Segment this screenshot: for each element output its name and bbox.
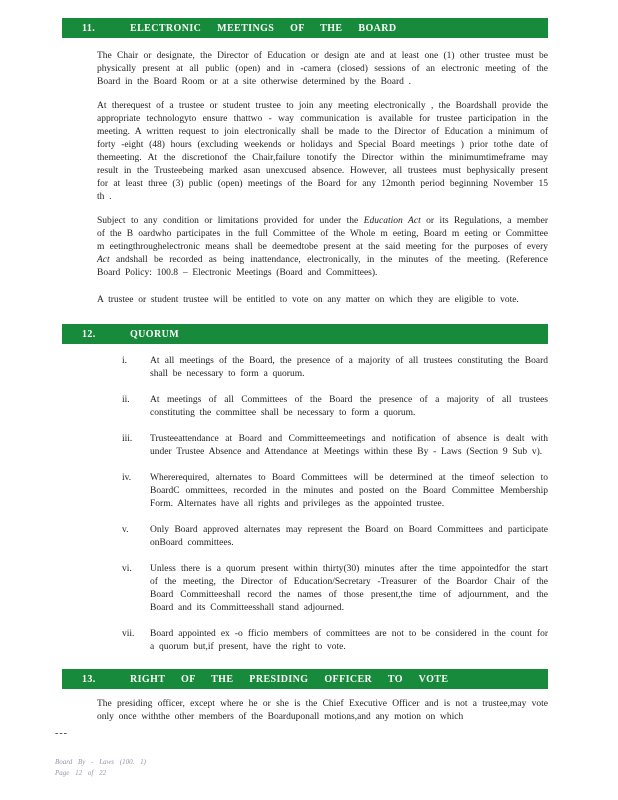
section-13-body	[97, 698, 548, 724]
list-item	[122, 563, 548, 615]
paragraph-text: Subject to any condition or limitations provided for under the	[97, 216, 364, 226]
section-11-body	[97, 50, 548, 307]
list-item-label: i.	[122, 356, 128, 366]
italic-act-reference: Act	[97, 255, 110, 265]
section-number: 12.	[82, 328, 96, 340]
section-title: ELECTRONIC MEETINGS OF THE BOARD	[130, 22, 397, 34]
page-footer	[55, 757, 146, 779]
list-item-text: Whererequired, alternates to Board Committees will be determined at the timeof selection to BoardC ommittees, recorded in the minutes and posted on the Board Committee Membership Form. Alternates have all rights and privileges as the appointed trustee.	[150, 473, 548, 509]
section-header-presiding-officer-vote	[62, 669, 548, 689]
section-number: 13.	[82, 673, 96, 685]
list-item	[122, 628, 548, 654]
list-item-text: At meetings of all Committees of the Board the presence of a majority of all trustees constituting the committee shall be necessary to form a quorum.	[150, 395, 548, 418]
list-item	[122, 394, 548, 420]
list-item-label: v.	[122, 525, 129, 535]
list-item-label: iv.	[122, 473, 132, 483]
quorum-list	[122, 355, 548, 654]
footer-document-title: Board By - Laws (100. 1)	[55, 758, 146, 766]
list-item	[122, 524, 548, 550]
section-header-electronic-meetings	[62, 18, 548, 38]
list-item-label: vii.	[122, 629, 135, 639]
paragraph: A trustee or student trustee will be entitled to vote on any matter on which they are eligible to vote.	[97, 295, 519, 305]
list-item-text: At all meetings of the Board, the presence of a majority of all trustees constituting the Board shall be necessary to form a quorum.	[150, 356, 548, 379]
paragraph: The presiding officer, except where he or she is the Chief Executive Officer and is not a trustee,may vote only once withthe other members of the Boarduponall motions,and any motion on which	[97, 699, 548, 722]
paragraph: At therequest of a trustee or student trustee to join any meeting electronically , the Boardshall provide the appropriate technologyto ensure thattwo - way communication is available for trustee participation in the meeting. A written request to join electronically shall be made to the Director of Education a minimum of forty -eight (48) hours (excluding weekends or holidays and Special Board meetings ) prior tothe date of themeeting. At the discretionof the Chair,failure tonotify the Director within the minimumtimeframe may result in the Trusteebeing marked asan unexcused absence. However, all trustees must bephysically present for at least three (3) public (open) meetings of the Board for any 12month period beginning November 15 th .	[97, 101, 548, 202]
list-item	[122, 355, 548, 381]
page-content	[62, 18, 548, 724]
list-item-label: ii.	[122, 395, 130, 405]
paragraph-text: or its Regulations, a member of the B oardwho participates in the full Committee of the Whole m eeting, Board m eeting or Committee m eetingthroughelectronic means shall be deemedtobe present at the said meeting for the purposes of every	[97, 216, 549, 252]
list-item	[122, 472, 548, 511]
italic-act-reference: Education Act	[363, 216, 421, 226]
list-item-label: iii.	[122, 434, 133, 444]
list-item-label: vi.	[122, 564, 132, 574]
list-item	[122, 433, 548, 459]
paragraph	[97, 215, 548, 280]
section-title: QUORUM	[130, 328, 180, 340]
list-item-text: Trusteeattendance at Board and Committeemeetings and notification of absence is dealt with under Trustee Absence and Attendance at Meetings within these By - Laws (Section 9 Sub v).	[150, 434, 548, 457]
list-item-text: Only Board approved alternates may represent the Board on Board Committees and participate onBoard committees.	[150, 525, 548, 548]
section-number: 11.	[82, 22, 96, 34]
paragraph-text: andshall be recorded as being inattendance, electronically, in the minutes of the meeting. (Reference Board Policy: 100.8 – Electronic Meetings (Board and Committees).	[97, 255, 548, 278]
section-header-quorum	[62, 324, 548, 344]
section-title: RIGHT OF THE PRESIDING OFFICER TO VOTE	[130, 673, 449, 685]
list-item-text: Board appointed ex -o fficio members of committees are not to be considered in the count for a quorum but,if present, have the right to vote.	[150, 629, 548, 652]
list-item-text: Unless there is a quorum present within thirty(30) minutes after the time appointedfor the start of the meeting, the Director of Education/Secretary -Treasurer of the Boardor Chair of the Board Committeeshall record the names of those present,the time of adjournment, and the Board and its Committeesshall stand adjourned.	[150, 564, 548, 613]
footer-page-number: Page 12 of 22	[55, 769, 107, 777]
margin-dashes: ---	[55, 728, 68, 739]
paragraph: The Chair or designate, the Director of Education or design ate and at least one (1) other trustee must be physically present at all public (open) and in -camera (closed) sessions of an electronic meeting of the Board in the Board Room or at a site otherwise determined by the Board .	[97, 51, 548, 87]
